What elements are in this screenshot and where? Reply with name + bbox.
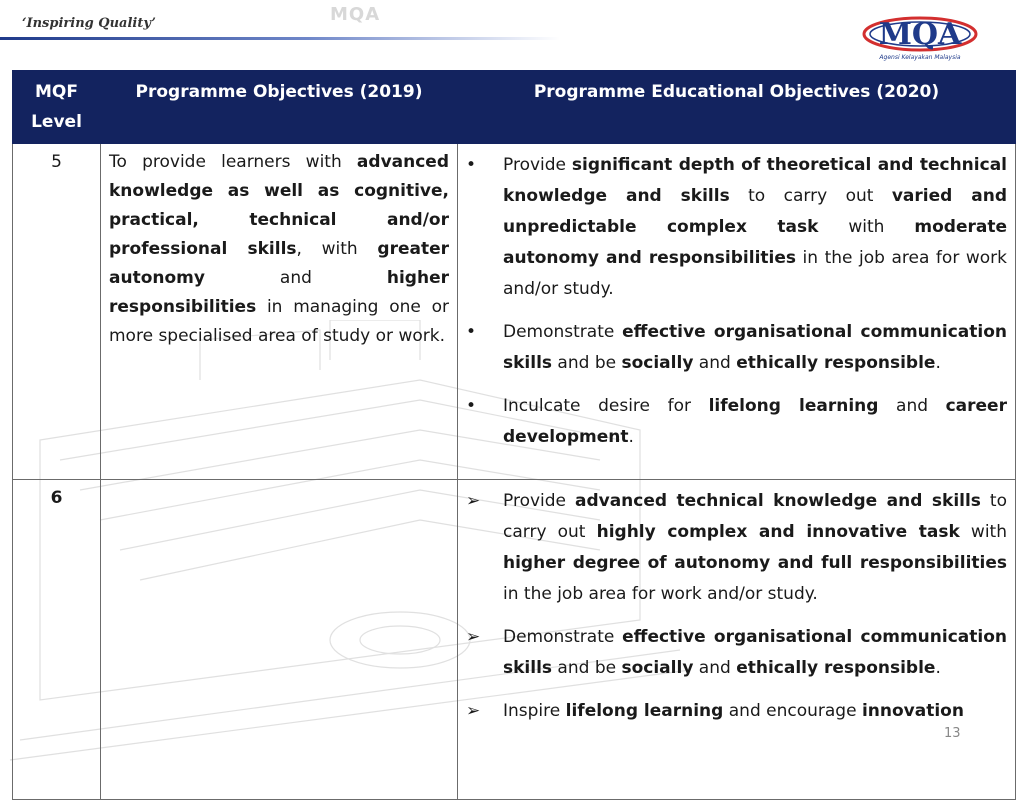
emphasis-text: moderate autonomy and responsibilities — [503, 217, 1008, 268]
emphasis-text: advanced technical knowledge and skills — [574, 491, 981, 511]
body-text: to carry out — [729, 186, 892, 206]
emphasis-text: greater autonomy — [109, 239, 450, 288]
body-text: Provide — [503, 491, 575, 511]
emphasis-text: effective organisational communication skills — [503, 322, 1007, 373]
header-mqf-level: MQF Level — [13, 71, 101, 144]
table-row-level-6 — [13, 480, 1016, 800]
peo-item — [466, 486, 1007, 610]
tagline-rule — [0, 37, 560, 40]
objectives-table — [12, 70, 1016, 800]
peo-2020-cell — [458, 144, 1016, 480]
body-text: and — [693, 658, 737, 678]
header-peo-2020: Programme Educational Objectives (2020) — [458, 71, 1016, 144]
table-header-row — [13, 71, 1016, 144]
emphasis-text: career development — [503, 396, 1007, 447]
emphasis-text: higher degree of autonomy and full responsibilities — [503, 553, 1007, 573]
body-text: in managing one or more specialised area of study or work. — [109, 297, 449, 346]
body-text: to carry out — [503, 491, 1007, 542]
emphasis-text: advanced knowledge as well as cognitive, practical, technical and/or professional skills — [109, 152, 449, 259]
emphasis-text: socially — [621, 658, 694, 678]
emphasis-text: varied and unpredictable complex task — [503, 186, 1007, 237]
bullet-dot-icon: • — [466, 155, 477, 175]
svg-text:MQA: MQA — [878, 17, 962, 52]
body-text: and — [878, 396, 946, 416]
arrow-bullet-icon: ➢ — [466, 627, 481, 647]
body-text: and be — [552, 353, 622, 373]
mqa-logo — [860, 12, 980, 68]
header-watermark: MQA — [330, 4, 381, 25]
body-text: with — [959, 522, 1007, 542]
peo-item — [466, 696, 1007, 727]
body-text: and — [693, 353, 737, 373]
emphasis-text: innovation — [861, 701, 964, 721]
arrow-bullet-icon: ➢ — [466, 701, 481, 721]
body-text: Demonstrate — [503, 322, 623, 342]
po-2019-cell — [101, 480, 458, 800]
body-text: , with — [296, 239, 378, 259]
tagline: ‘Inspiring Quality’ — [22, 16, 156, 31]
bullet-dot-icon: • — [466, 396, 477, 416]
emphasis-text: ethically responsible — [736, 658, 936, 678]
peo-item — [466, 391, 1007, 453]
peo-item — [466, 622, 1007, 684]
level-cell: 5 — [13, 144, 101, 480]
po-2019-cell — [101, 144, 458, 480]
body-text: with — [818, 217, 915, 237]
body-text: Demonstrate — [503, 627, 623, 647]
body-text: . — [935, 658, 941, 678]
body-text: and — [204, 268, 387, 288]
peo-item — [466, 150, 1007, 305]
body-text: To provide learners with — [109, 152, 357, 172]
body-text: in the job area for work and/or study. — [503, 584, 818, 604]
slide-header — [0, 0, 1024, 64]
emphasis-text: ethically responsible — [736, 353, 936, 373]
body-text: Inculcate desire for — [503, 396, 709, 416]
body-text: and be — [552, 658, 622, 678]
level-cell: 6 — [13, 480, 101, 800]
arrow-bullet-icon: ➢ — [466, 491, 481, 511]
header-po-2019: Programme Objectives (2019) — [101, 71, 458, 144]
emphasis-text: significant depth of theoretical and technical knowledge and skills — [503, 155, 1007, 206]
peo-2020-cell — [458, 480, 1016, 800]
body-text: . — [628, 427, 634, 447]
emphasis-text: socially — [621, 353, 694, 373]
logo-subtitle: Agensi Kelayakan Malaysia — [879, 54, 961, 61]
emphasis-text: higher responsibilities — [109, 268, 449, 317]
peo-list — [466, 150, 1007, 453]
body-text: in the job area for work and/or study. — [503, 248, 1007, 299]
emphasis-text: lifelong learning — [708, 396, 879, 416]
mqa-logo-icon — [860, 12, 980, 56]
emphasis-text: effective organisational communication skills — [503, 627, 1007, 678]
peo-list — [466, 486, 1007, 727]
bullet-dot-icon: • — [466, 322, 477, 342]
table-row-level-5 — [13, 144, 1016, 480]
emphasis-text: highly complex and innovative task — [596, 522, 960, 542]
body-text: Inspire — [503, 701, 566, 721]
body-text: and encourage — [723, 701, 862, 721]
emphasis-text: lifelong learning — [565, 701, 724, 721]
peo-item — [466, 317, 1007, 379]
body-text: Provide — [503, 155, 572, 175]
body-text: . — [935, 353, 941, 373]
page-number: 13 — [944, 726, 961, 741]
